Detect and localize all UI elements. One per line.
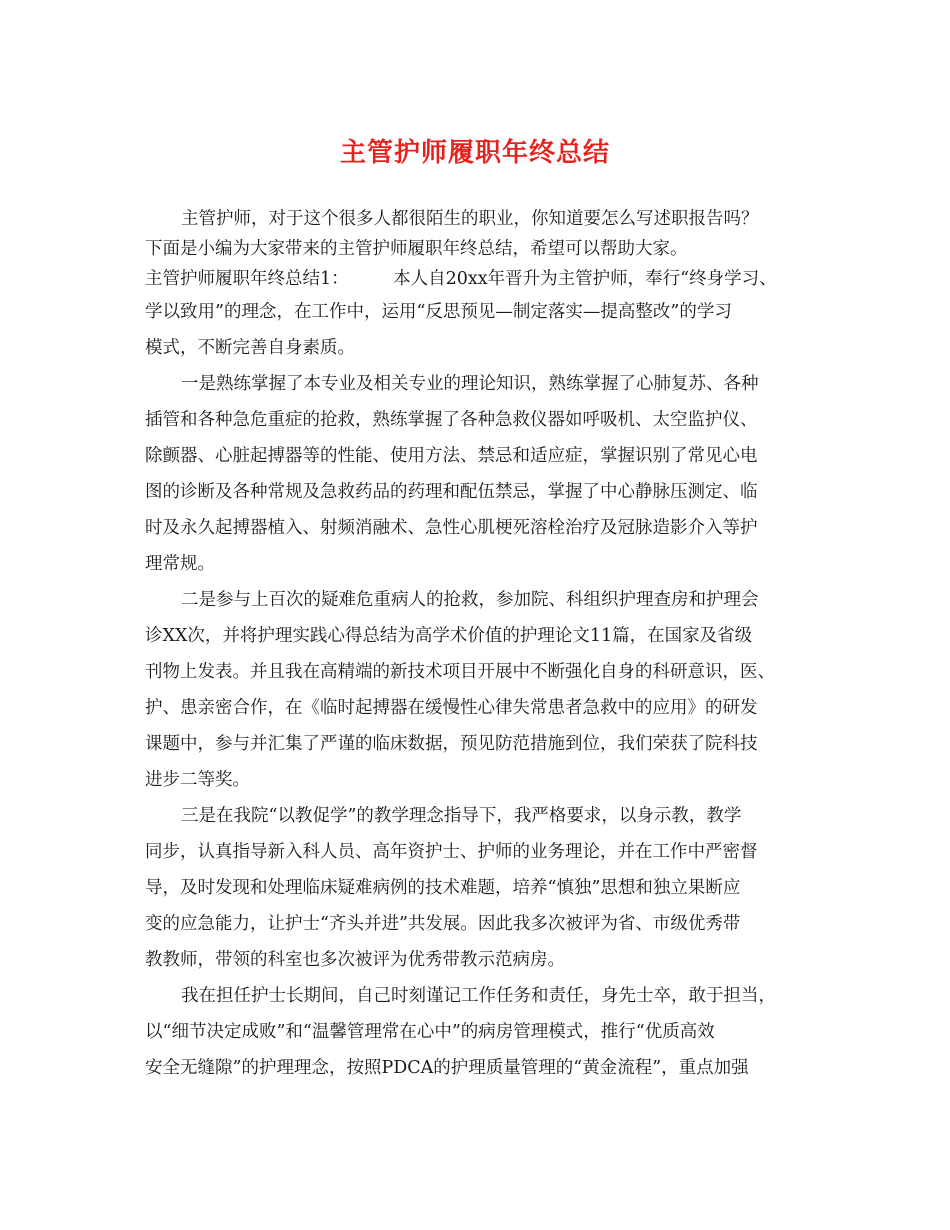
- paragraph-line: 同步，认真指导新入科人员、高年资护士、护师的业务理论，并在工作中严密督: [145, 842, 758, 862]
- paragraph-line: 图的诊断及各种常规及急救药品的药理和配伍禁忌，掌握了中心静脉压测定、临: [145, 482, 758, 502]
- paragraph-line: 护、患亲密合作，在《临时起搏器在缓慢性心律失常患者急救中的应用》的研发: [145, 698, 758, 718]
- paragraph-line: 课题中，参与并汇集了严谨的临床数据，预见防范措施到位，我们荣获了院科技: [145, 734, 758, 754]
- paragraph-line: 模式，不断完善自身素质。: [145, 338, 355, 358]
- paragraph-line: 变的应急能力，让护士“齐头并进”共发展。因此我多次被评为省、市级优秀带: [145, 914, 741, 934]
- paragraph-line: 插管和各种急危重症的抢救，熟练掌握了各种急救仪器如呼吸机、太空监护仪、: [145, 410, 758, 430]
- document-body: [145, 204, 810, 1086]
- paragraph-line: 三是在我院“以教促学”的教学理念指导下，我严格要求，以身示教，教学: [181, 806, 742, 826]
- paragraph-line: 时及永久起搏器植入、射频消融术、急性心肌梗死溶栓治疗及冠脉造影介入等护: [145, 518, 758, 538]
- paragraph-line: 以“细节决定成败”和“温馨管理常在心中”的病房管理模式，推行“优质高效: [145, 1022, 715, 1042]
- paragraph-line: 学以致用”的理念，在工作中，运用“反思预见—制定落实—提高整改”的学习: [145, 302, 732, 322]
- paragraph-line: 一是熟练掌握了本专业及相关专业的理论知识，熟练掌握了心肺复苏、各种: [181, 374, 759, 394]
- paragraph-line: 主管护师，对于这个很多人都很陌生的职业，你知道要怎么写述职报告吗？: [181, 209, 759, 229]
- paragraph-line: 除颤器、心脏起搏器等的性能、使用方法、禁忌和适应症，掌握识别了常见心电: [145, 446, 758, 466]
- paragraph-line: 诊XX次，并将护理实践心得总结为高学术价值的护理论文11篇，在国家及省级: [145, 626, 753, 646]
- paragraph-line: 二是参与上百次的疑难危重病人的抢救，参加院、科组织护理查房和护理会: [181, 590, 759, 610]
- paragraph-line: 导，及时发现和处理临床疑难病例的技术难题，培养“慎独”思想和独立果断应: [145, 878, 741, 898]
- paragraph-line: 我在担任护士长期间，自己时刻谨记工作任务和责任，身先士卒，敢于担当，: [181, 986, 776, 1006]
- paragraph-line: 教教师，带领的科室也多次被评为优秀带教示范病房。: [145, 950, 565, 970]
- paragraph-line: 进步二等奖。: [145, 770, 250, 790]
- paragraph-line: 主管护师履职年终总结1： 本人自20xx年晋升为主管护师，奉行“终身学习、: [145, 269, 777, 289]
- paragraph-line: 刊物上发表。并且我在高精端的新技术项目开展中不断强化自身的科研意识，医、: [145, 662, 775, 682]
- paragraph-line: 理常规。: [145, 554, 215, 574]
- paragraph-line: 安全无缝隙”的护理理念，按照PDCA的护理质量管理的“黄金流程”，重点加强: [145, 1058, 749, 1078]
- paragraph-line: 下面是小编为大家带来的主管护师履职年终总结，希望可以帮助大家。: [145, 239, 688, 259]
- document-title: 主管护师履职年终总结: [339, 138, 610, 168]
